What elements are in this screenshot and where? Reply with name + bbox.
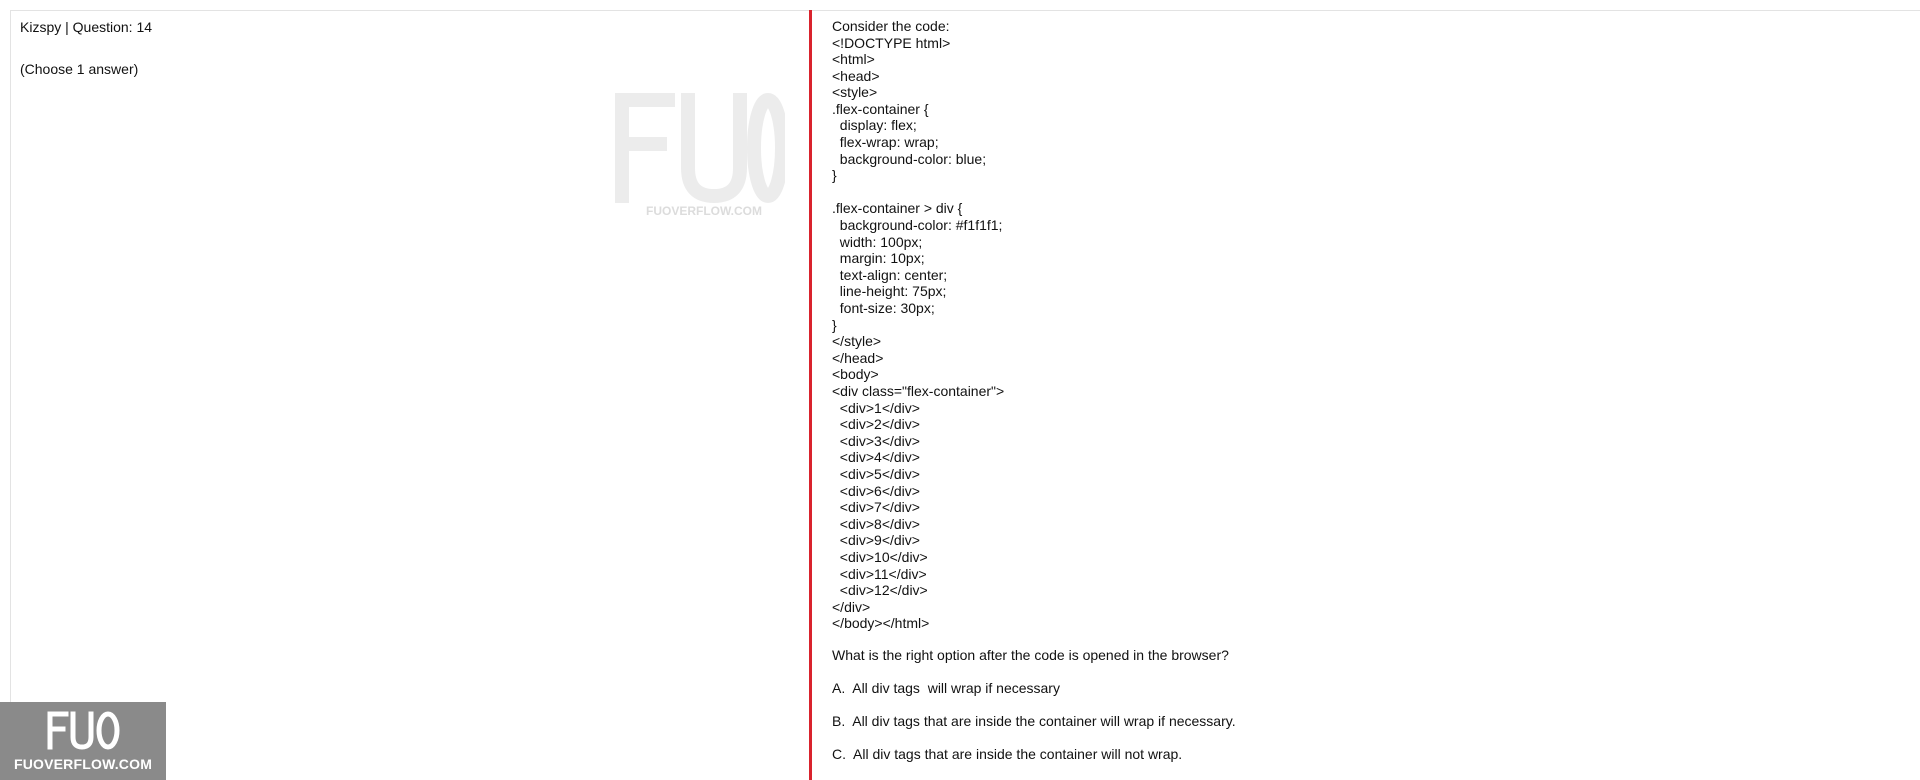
code-line: <style>	[832, 84, 878, 101]
question-text: What is the right option after the code is opened in the browser?	[832, 646, 1229, 663]
code-line: <div>4</div>	[832, 449, 920, 466]
code-line: <div>1</div>	[832, 399, 920, 416]
faint-watermark-logo-icon	[610, 86, 785, 206]
code-line: margin: 10px;	[832, 250, 925, 267]
code-line: <div>6</div>	[832, 482, 920, 499]
code-line: }	[832, 167, 837, 184]
faint-watermark-caption: FUOVERFLOW.COM	[646, 204, 762, 218]
code-line: <div>8</div>	[832, 515, 920, 532]
watermark-caption: FUOVERFLOW.COM	[13, 756, 153, 772]
code-line: </head>	[832, 349, 884, 366]
pane-divider	[809, 10, 812, 780]
answer-option-a[interactable]: A. All div tags will wrap if necessary	[832, 680, 1060, 697]
answer-option-b[interactable]: B. All div tags that are inside the container will wrap if necessary.	[832, 713, 1236, 730]
code-line: }	[832, 316, 837, 333]
code-line: <div class="flex-container">	[832, 382, 1005, 399]
code-line: <!DOCTYPE html>	[832, 34, 951, 51]
code-line: <div>11</div>	[832, 565, 927, 582]
code-line: .flex-container > div {	[832, 200, 963, 217]
code-line: flex-wrap: wrap;	[832, 134, 939, 151]
fuoverflow-watermark	[0, 702, 166, 780]
answer-instruction: (Choose 1 answer)	[20, 61, 139, 77]
code-line: line-height: 75px;	[832, 283, 947, 300]
code-line: <div>12</div>	[832, 582, 928, 599]
code-snippet	[832, 35, 1892, 632]
code-line: <div>2</div>	[832, 416, 920, 433]
code-line: <body>	[832, 366, 879, 383]
code-line: </style>	[832, 333, 882, 350]
code-line: background-color: blue;	[832, 150, 987, 167]
question-header: Kizspy | Question: 14	[20, 19, 153, 35]
code-line: display: flex;	[832, 117, 917, 134]
code-line: <div>3</div>	[832, 432, 920, 449]
code-line: font-size: 30px;	[832, 300, 935, 316]
code-line: background-color: #f1f1f1;	[832, 217, 1003, 234]
code-line: </body></html>	[832, 615, 930, 632]
code-line: </div>	[832, 598, 871, 615]
fuo-logo-icon	[46, 710, 121, 750]
question-content-pane	[832, 18, 1892, 763]
code-line: <head>	[832, 67, 880, 84]
code-line: text-align: center;	[832, 266, 948, 283]
code-line: <div>5</div>	[832, 465, 920, 482]
code-line: <div>9</div>	[832, 532, 920, 549]
code-line: <html>	[832, 51, 875, 68]
code-line: <div>7</div>	[832, 499, 920, 516]
code-line: width: 100px;	[832, 233, 923, 250]
question-prompt: Consider the code:	[832, 18, 950, 34]
answer-option-c[interactable]: C. All div tags that are inside the container will not wrap.	[832, 746, 1183, 763]
code-line: <div>10</div>	[832, 548, 928, 565]
code-line: .flex-container {	[832, 100, 929, 117]
code-line	[832, 184, 1892, 201]
